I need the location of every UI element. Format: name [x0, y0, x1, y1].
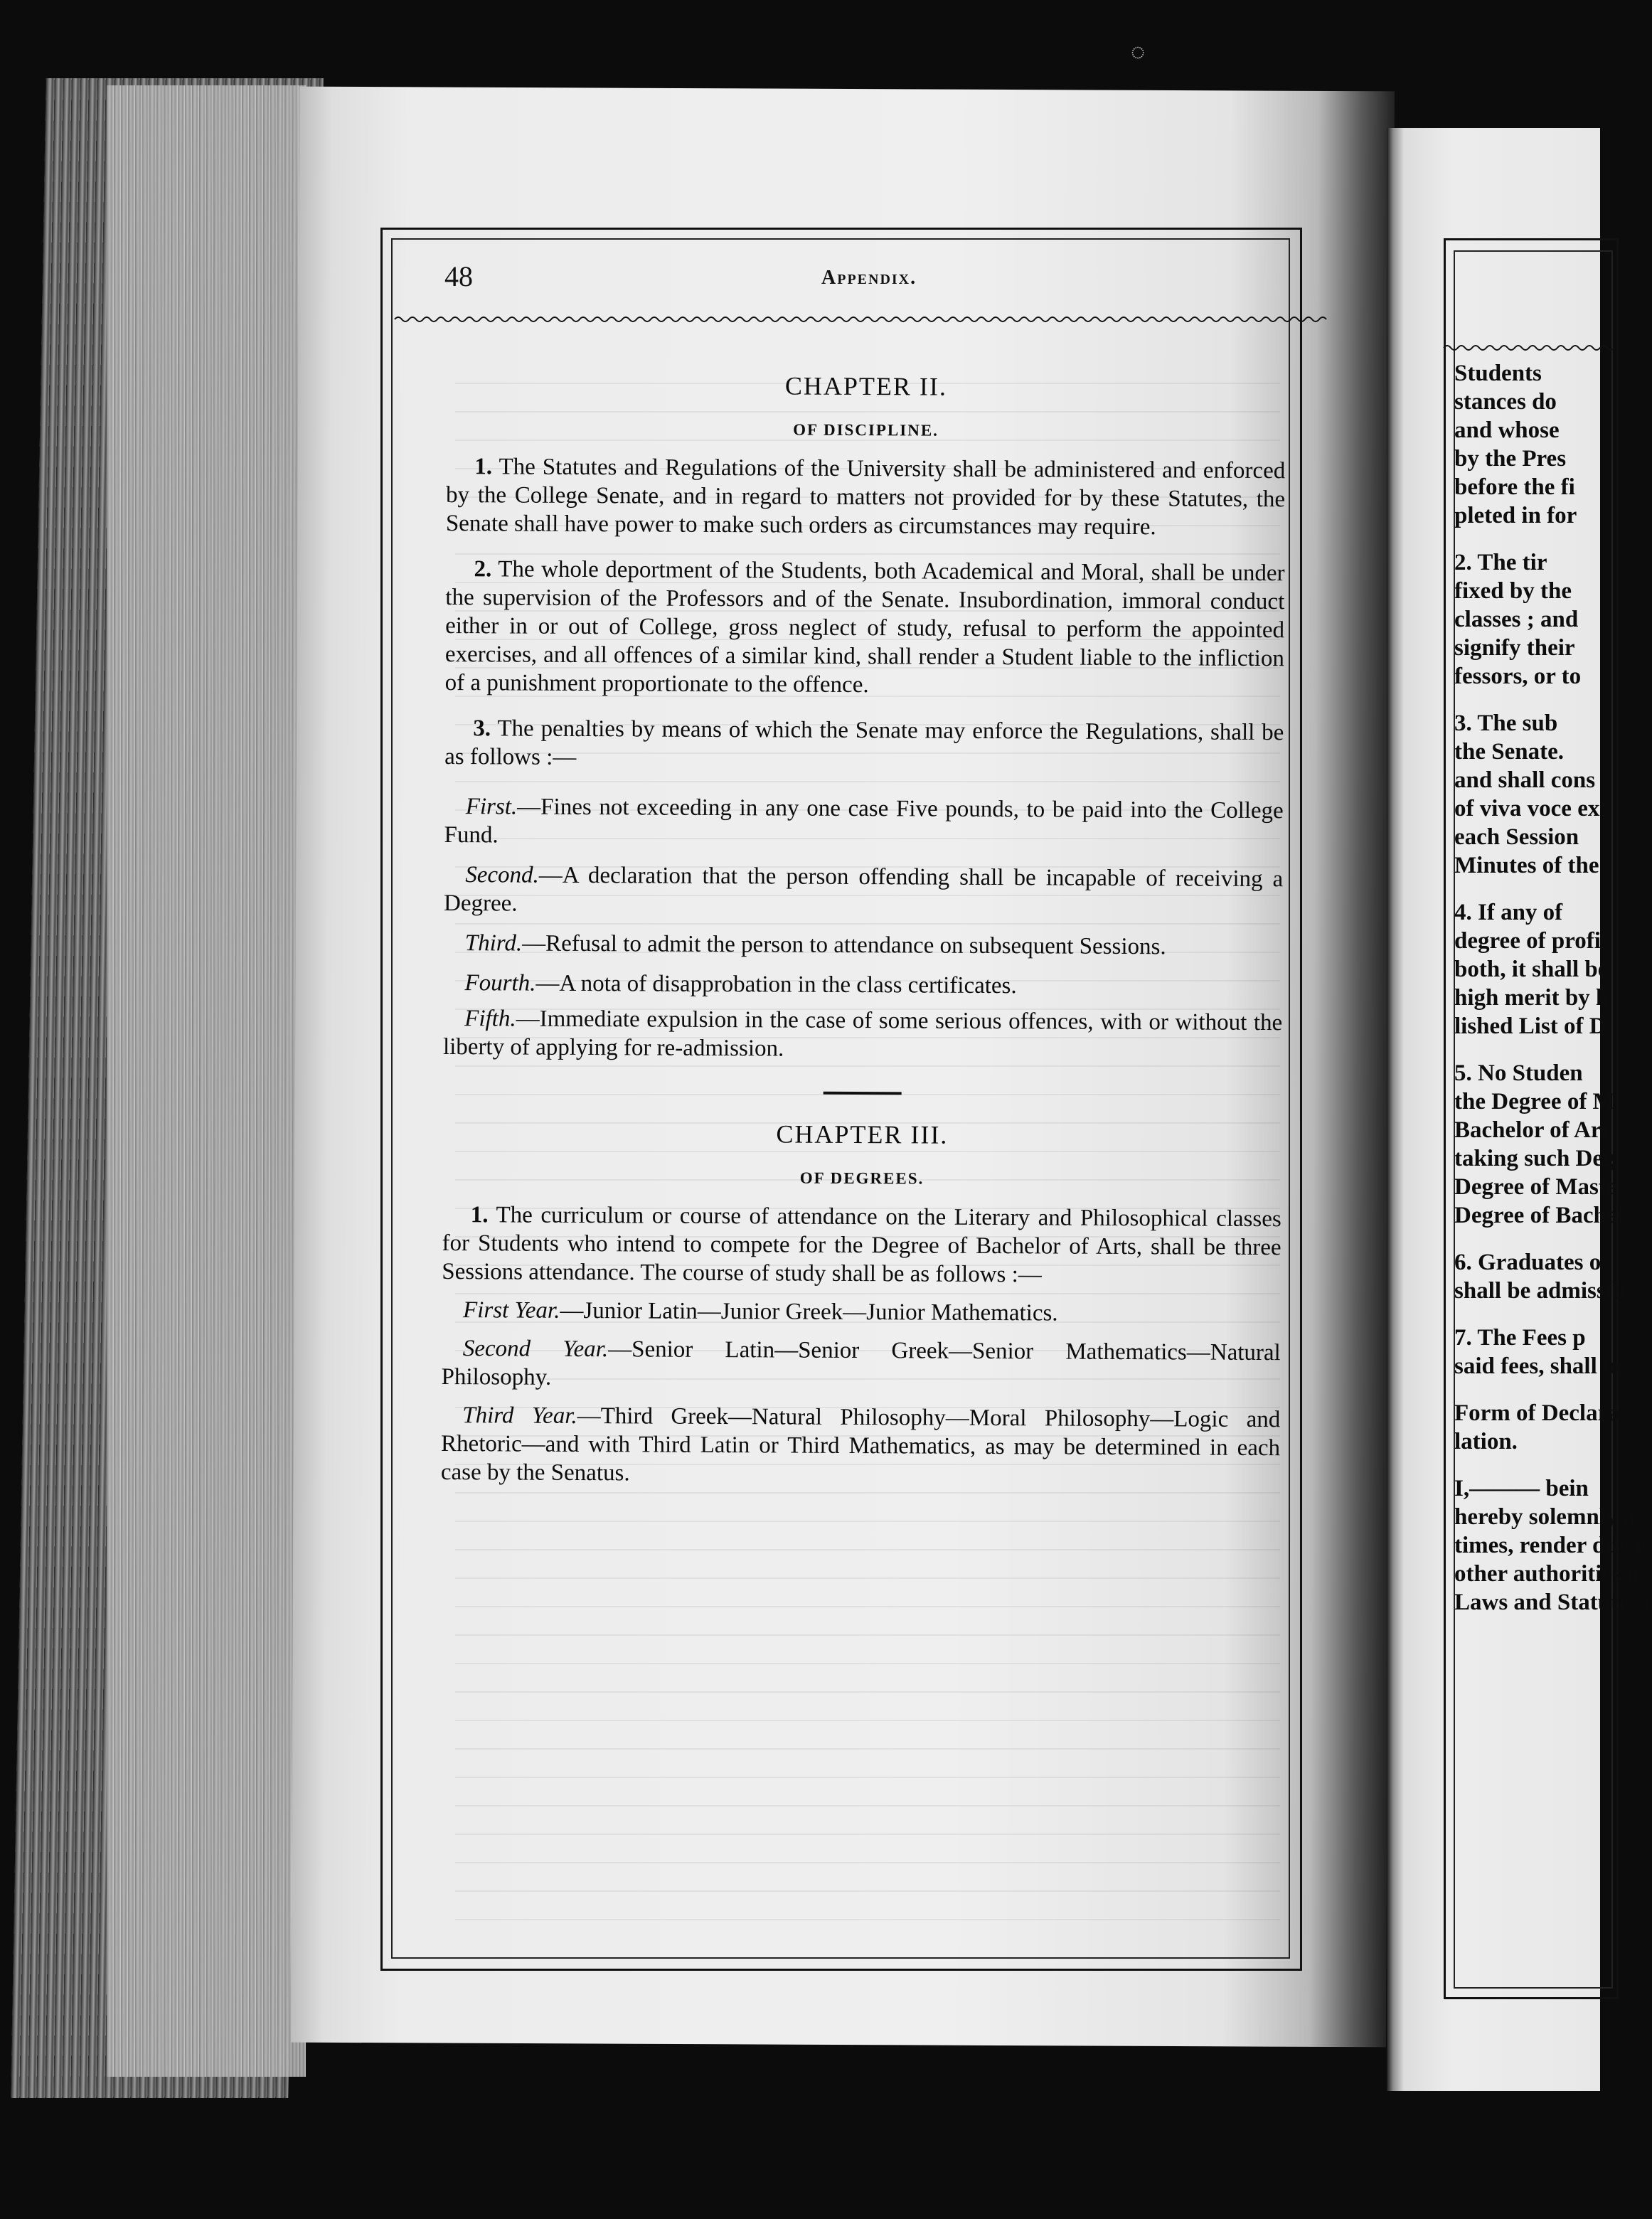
facing-page-line: taking such Deg: [1454, 1146, 1615, 1171]
facing-header-wavy-rule: [1444, 341, 1614, 354]
facing-page-line: 2. The tir: [1454, 550, 1547, 575]
facing-page-line: [1454, 1305, 1597, 1324]
facing-page-line: fessors, or to: [1454, 664, 1582, 689]
scan-speck: ◌: [1131, 39, 1146, 65]
facing-page-text: [1454, 359, 1652, 1617]
penalty-label: Third.: [464, 930, 523, 957]
penalty-text: —A nota of disapprobation in the class certificates.: [535, 970, 1017, 999]
facing-page-line: both, it shall be: [1454, 957, 1609, 982]
paragraph-number: 1.: [474, 454, 493, 480]
facing-page-line: 4. If any of: [1454, 900, 1563, 925]
year-item: [441, 1401, 1281, 1491]
year-label: First Year.: [462, 1297, 560, 1324]
penalty-item: [444, 792, 1283, 853]
year-item: [441, 1334, 1280, 1395]
facing-page-line: lation.: [1454, 1429, 1518, 1454]
chapter-title: CHAPTER III.: [776, 1119, 949, 1149]
main-text-block: [441, 370, 1286, 1491]
paragraph-number: 1.: [470, 1202, 489, 1228]
facing-page-line: each Session: [1454, 824, 1579, 850]
facing-page-line: classes ; and: [1454, 607, 1579, 632]
facing-page-line: Form of Declara: [1454, 1400, 1620, 1426]
year-item: [442, 1296, 1281, 1329]
penalty-text: —Refusal to admit the person to attendance on subsequent Sessions.: [522, 930, 1166, 960]
facing-page-line: other authorities o: [1454, 1561, 1639, 1587]
facing-page-line: Degree of Bachel: [1454, 1203, 1624, 1228]
facing-page-line: pleted in for: [1454, 503, 1577, 528]
year-label: Third Year.: [462, 1403, 577, 1429]
facing-page-line: [1454, 880, 1597, 898]
facing-page-line: degree of profi: [1454, 928, 1601, 954]
facing-page-line: [1454, 691, 1597, 709]
penalty-text: —A declaration that the person offending shall be incapable of receiving a Degree.: [443, 862, 1284, 917]
penalty-label: Second.: [465, 862, 539, 888]
running-head: Appendix.: [821, 267, 917, 289]
facing-page-line: times, render due r: [1454, 1533, 1646, 1558]
facing-page-line: [1454, 530, 1597, 548]
facing-page-line: lished List of D: [1454, 1013, 1606, 1039]
penalty-text: —Immediate expulsion in the case of some serious offences, with or without the liberty of applying for re-admission.: [442, 1006, 1283, 1062]
year-text: —Third Greek—Natural Philosophy—Moral Philosophy—Logic and Rhetoric—and with Third Latin or Third Mathematics, as may be determined in each case by the Senatus.: [440, 1403, 1281, 1486]
paragraph-number: 3.: [473, 715, 491, 742]
facing-page-line: fixed by the: [1454, 578, 1572, 604]
paragraph-number: 2.: [474, 556, 492, 582]
penalty-text: —Fines not exceeding in any one case Five pounds, to be paid into the College Fund.: [444, 794, 1284, 848]
facing-page-line: high merit by h: [1454, 985, 1609, 1011]
page-edges-light: [107, 85, 306, 2077]
facing-page-line: shall be admissib: [1454, 1278, 1626, 1304]
facing-page-line: 5. No Studen: [1454, 1060, 1583, 1086]
year-text: —Senior Latin—Senior Greek—Senior Mathematics—Natural Philosophy.: [441, 1336, 1281, 1390]
facing-page-line: Students: [1454, 361, 1542, 386]
facing-page-line: stances do: [1454, 389, 1557, 415]
facing-page-line: and whose: [1454, 417, 1560, 443]
paragraph-text: The whole deportment of the Students, both Academical and Moral, shall be under the supervision of the Professors and of the Senate. Insubordination, immoral conduct either in or out of College, gross neglect of study, refusal to perform the appointed exercises, and all offences of a similar kind, shall render a Student liable to the infliction of a punishment proportionate to the offence.: [444, 556, 1285, 698]
chapter-subtitle: OF DEGREES.: [799, 1169, 924, 1188]
facing-page-line: I,——— bein: [1454, 1476, 1589, 1501]
facing-page-line: [1454, 1456, 1597, 1474]
chapter-title: CHAPTER II.: [784, 371, 947, 401]
facing-page-line: and shall cons: [1454, 767, 1596, 793]
paragraph-text: The curriculum or course of attendance on the Literary and Philosophical classes for Students who intend to compete for the Degree of Bachelor of Arts, shall be three Sessions attendance. The course of study shall be as follows :—: [442, 1202, 1281, 1288]
section-divider: [824, 1092, 902, 1095]
penalty-item: [443, 969, 1282, 1001]
facing-page-line: of viva voce ex: [1454, 796, 1600, 821]
discipline-paragraph-3: [444, 714, 1284, 775]
facing-page-line: before the fi: [1454, 474, 1575, 500]
penalty-label: Fourth.: [464, 970, 536, 996]
facing-page-line: [1454, 1380, 1597, 1399]
facing-page-line: 7. The Fees p: [1454, 1325, 1586, 1351]
year-label: Second Year.: [462, 1336, 609, 1363]
facing-page-line: [1454, 1230, 1597, 1248]
facing-page-line: [1454, 1041, 1597, 1059]
facing-page-line: the Degree of M: [1454, 1089, 1615, 1114]
discipline-paragraph-1: [446, 452, 1286, 542]
paragraph-text: The Statutes and Regulations of the University shall be administered and enforced by the College Senate, and in regard to matters not provided for by these Statutes, the Senate shall have power to make such orders as circumstances may require.: [445, 454, 1286, 541]
facing-page-line: 6. Graduates o: [1454, 1250, 1602, 1275]
facing-page-line: Minutes of the: [1454, 853, 1599, 878]
facing-page-line: said fees, shall be: [1454, 1353, 1627, 1379]
facing-page-line: Laws and Statutes t: [1454, 1590, 1652, 1615]
year-text: —Junior Latin—Junior Greek—Junior Mathematics.: [560, 1297, 1058, 1326]
facing-page-line: 3. The sub: [1454, 711, 1558, 736]
facing-page-line: the Senate.: [1454, 739, 1564, 765]
discipline-paragraph-2: [445, 555, 1285, 701]
penalty-label: First.: [465, 794, 518, 820]
facing-page-line: signify their: [1454, 635, 1575, 661]
chapter-subtitle: OF DISCIPLINE.: [793, 420, 939, 440]
penalty-item: [444, 929, 1283, 962]
degrees-paragraph-1: [442, 1201, 1281, 1290]
header-wavy-rule: [395, 313, 1326, 326]
facing-page-line: Bachelor of Art: [1454, 1117, 1609, 1143]
page-number: 48: [444, 260, 473, 292]
penalty-item: [443, 1004, 1282, 1065]
penalty-item: [444, 861, 1283, 922]
paragraph-text: The penalties by means of which the Senate may enforce the Regulations, shall be as follows :—: [444, 715, 1284, 770]
facing-page-line: Degree of Maste: [1454, 1174, 1617, 1200]
facing-page-line: hereby solemnly a: [1454, 1504, 1636, 1530]
facing-page-line: by the Pres: [1454, 446, 1567, 472]
penalty-label: Fifth.: [464, 1006, 516, 1032]
